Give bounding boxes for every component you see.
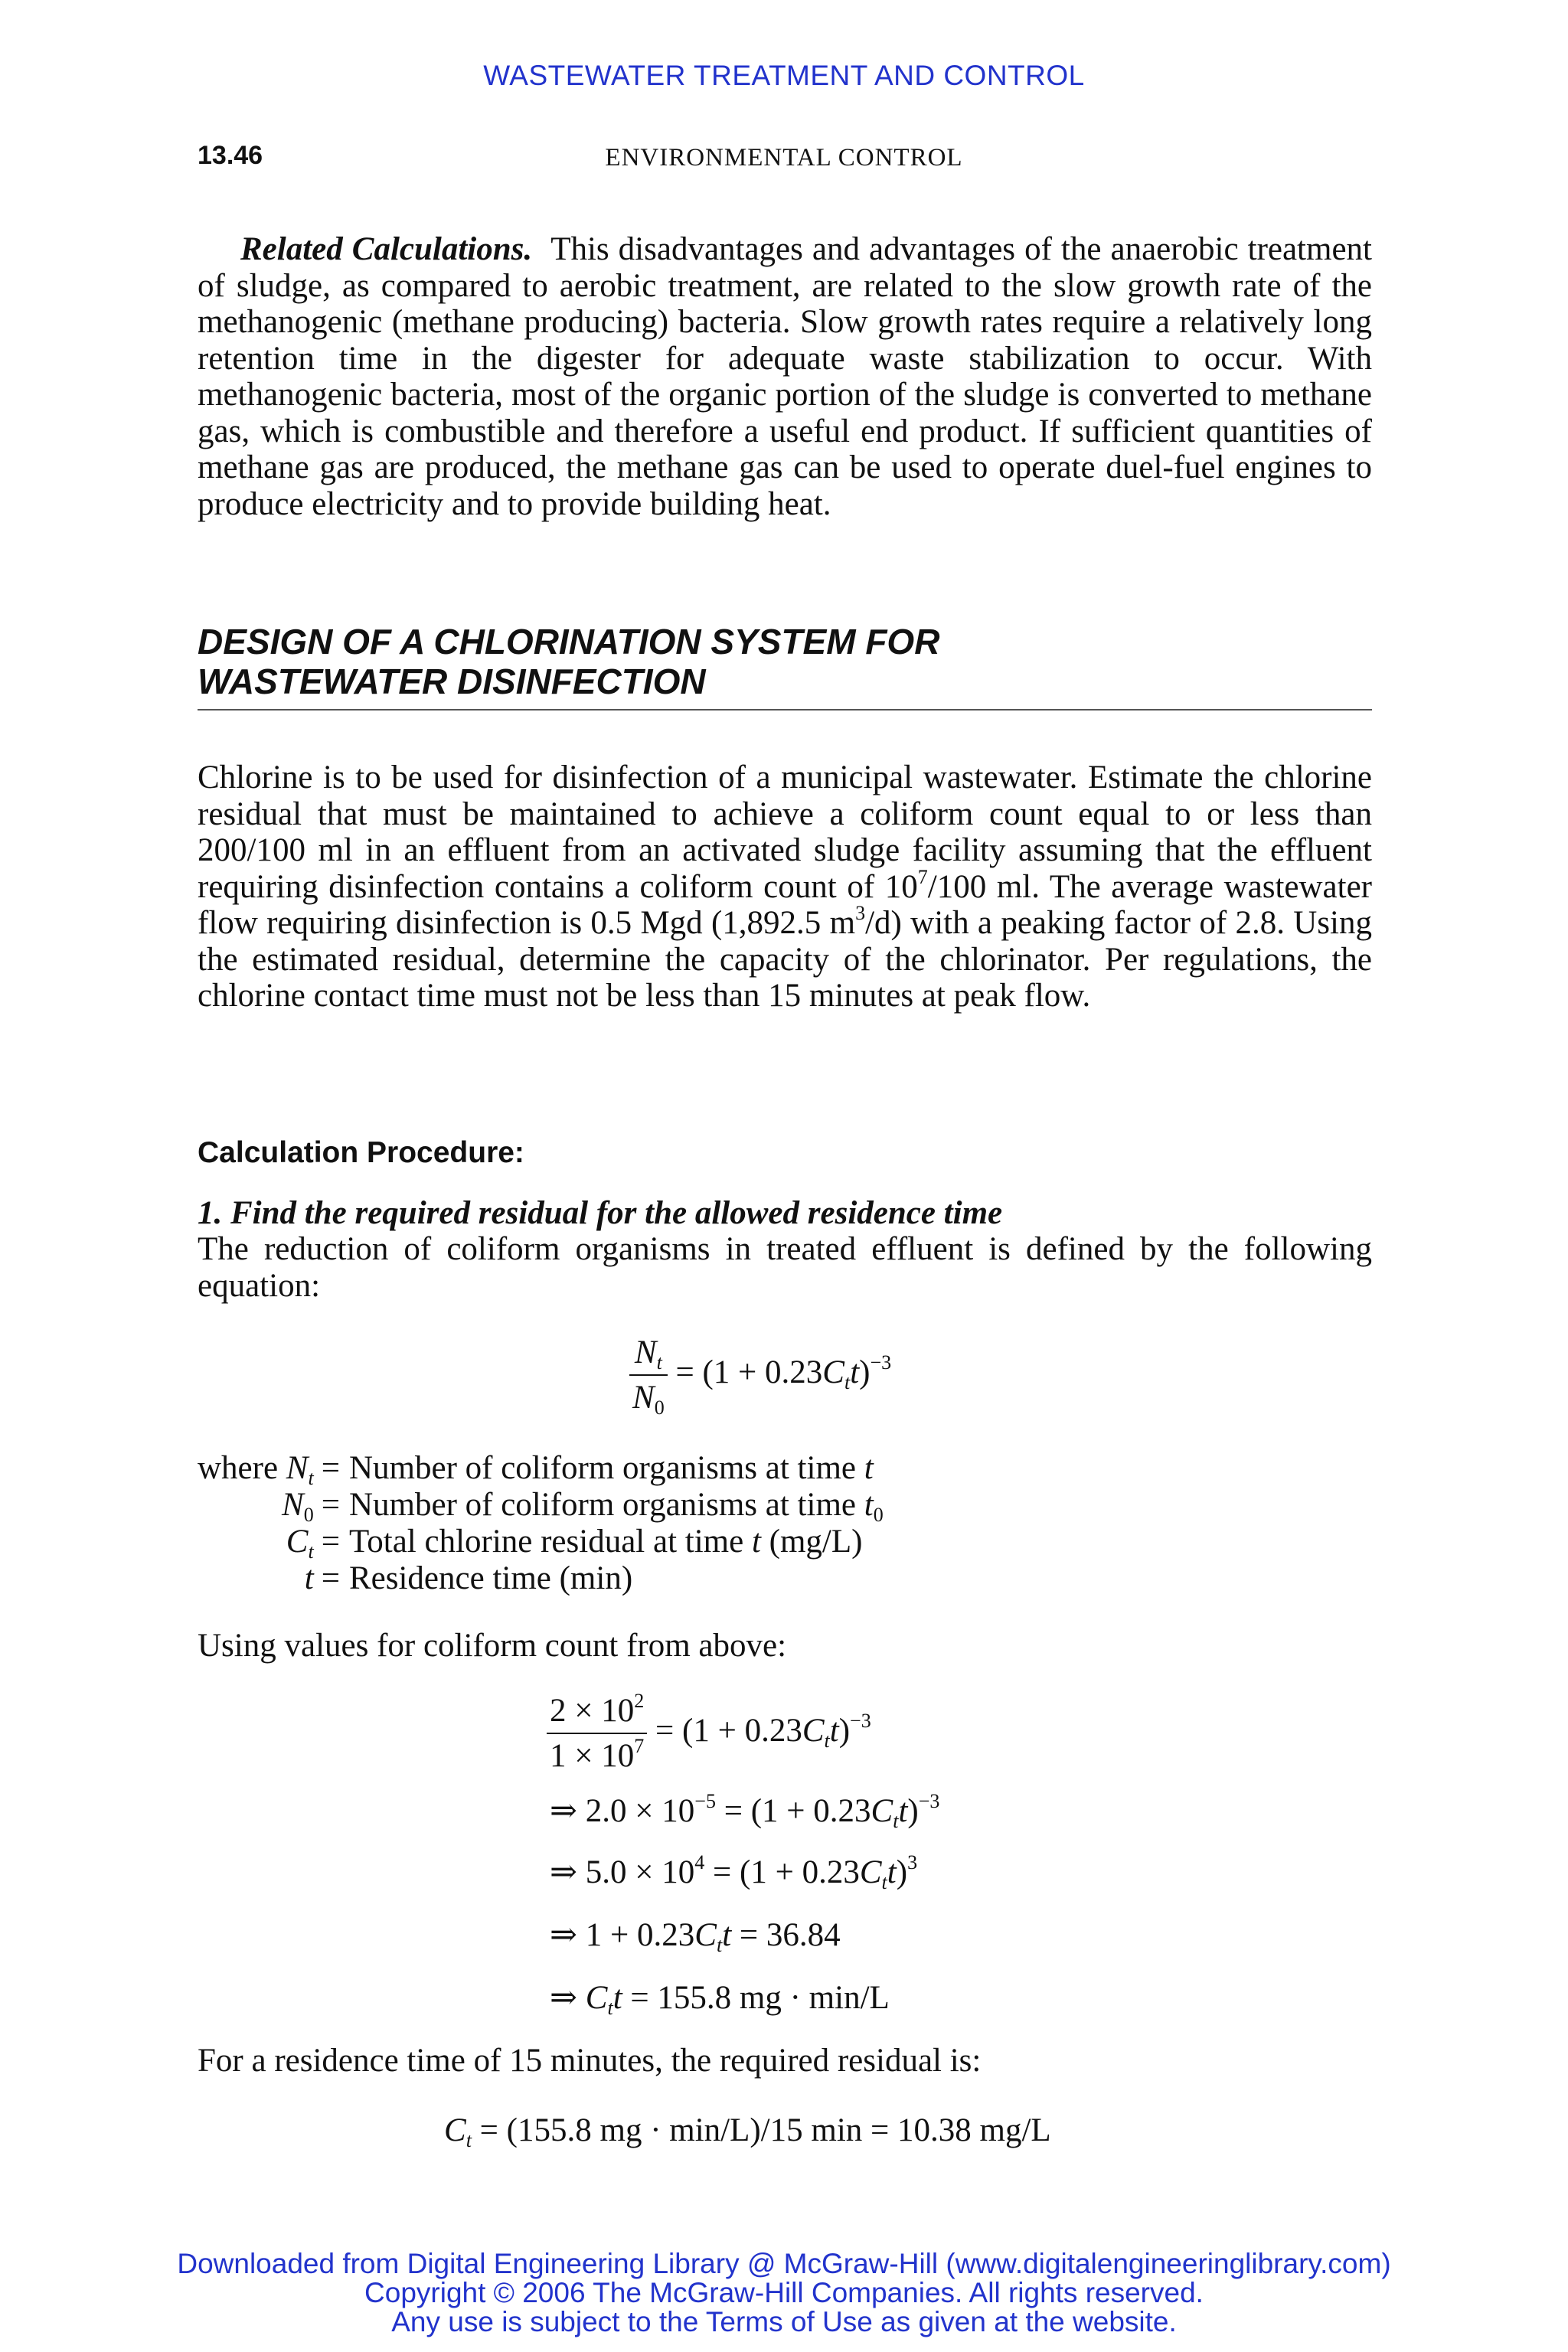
definition-var: t — [864, 1487, 874, 1523]
final-residual-text: = (155.8 mg · min/L)/15 min = 10.38 mg/L — [471, 2112, 1051, 2148]
problem-exponent-2: 3 — [855, 902, 866, 924]
derivation-line-2: ⇒ $5.0 \times 10^4 = (1 + 0.23C_tt)^3$ — [550, 1851, 918, 1893]
footer-copyright-line: Copyright © 2006 The McGraw-Hill Companies. All rights reserved. — [364, 2277, 1204, 2308]
problem-text-c: /d) with a peaking factor of 2.8. Using the estimated residual, determine the capacity of the chlorinator. Per regulations, the chlorine contact time must not be less than 15 minutes at peak flow. — [198, 905, 1372, 1014]
final-residual-equation: $C_t = (155.8$ mg · min/L)/15 min = 10.38 mg/L — [444, 2112, 1051, 2151]
variable-definitions — [198, 1450, 884, 1597]
derivation-2-text: ⇒ 5.0 × 10 — [550, 1854, 695, 1890]
calculation-procedure-label: Calculation Procedure: — [198, 1136, 524, 1169]
top-banner: WASTEWATER TREATMENT AND CONTROL — [483, 60, 1085, 91]
step-1-text: The reduction of coliform organisms in treated effluent is defined by the following equation: — [198, 1231, 1372, 1304]
derivation-2-exp: 4 — [694, 1851, 705, 1873]
derivation-line-1: ⇒ $2.0 \times 10^{-5} = (1 + 0.23C_tt)^{-3}$ — [550, 1790, 940, 1832]
related-calculations-label: Related Calculations. — [240, 231, 533, 267]
definition-text: Number of coliform organisms at time — [348, 1450, 864, 1486]
derivation-3-result: = 36.84 — [731, 1917, 841, 1953]
footer-terms-line: Any use is subject to the Terms of Use as given at the website. — [391, 2306, 1177, 2337]
coliform-ratio-equation: $\frac{2 \times 10^2}{1 \times 10^7}$ = $(1 + 0.23C_tt)^{-3}$ — [547, 1692, 871, 1775]
problem-statement — [198, 760, 1372, 1014]
definition-text: Residence time (min) — [348, 1560, 633, 1596]
definition-var-sub: 0 — [873, 1504, 884, 1526]
using-values-text: Using values for coliform count from above: — [198, 1628, 787, 1664]
definition-n0: $N_0$ = Number of coliform organisms at time $t_0$ — [282, 1487, 884, 1526]
section-heading-line2: WASTEWATER DISINFECTION — [198, 662, 706, 701]
problem-text-a: Chlorine is to be used for disinfection of a municipal wastewater. Estimate the chlorine residual that must be maintained to achieve a coliform count equal to or less than 200/100 ml in an effluent from an activated sludge facility assuming that the effluent requiring disinfection contains a coliform count of 10 — [198, 760, 1372, 905]
problem-text-b: /100 ml. The average wastewater flow requiring disinfection is 0.5 Mgd (1,892.5 m — [198, 868, 1372, 941]
definition-text: Total chlorine residual at time — [348, 1524, 752, 1560]
derivation-line-4: ⇒ $C_tt = 155.8$ mg · min/L — [550, 1980, 890, 2019]
step-1-title: 1. Find the required residual for the allowed residence time — [198, 1195, 1003, 1231]
derivation-1-text: ⇒ 2.0 × 10 — [550, 1793, 695, 1829]
definition-text: Number of coliform organisms at time — [348, 1487, 864, 1523]
derivation-3-text: ⇒ 1 + 0.23 — [550, 1917, 695, 1953]
coliform-reduction-equation: $\frac{N_t}{N_0}$ = $(1 + 0.23C_tt)^{-3}$ — [629, 1334, 891, 1416]
section-heading-line1: DESIGN OF A CHLORINATION SYSTEM FOR — [198, 622, 940, 662]
problem-exponent: 7 — [917, 865, 928, 888]
running-head: ENVIRONMENTAL CONTROL — [605, 144, 963, 172]
footer-download-line: Downloaded from Digital Engineering Library @ McGraw-Hill (www.digitalengineeringlibrary.com) — [177, 2248, 1391, 2279]
definition-t: t = Residence time (min) — [304, 1560, 633, 1596]
page-number: 13.46 — [198, 141, 263, 170]
derivation-1-exp: −5 — [694, 1790, 716, 1812]
definition-ct: $C_t$ = Total chlorine residual at time t (mg/L) — [286, 1524, 863, 1563]
where-word: where — [198, 1450, 279, 1486]
residence-time-text: For a residence time of 15 minutes, the required residual is: — [198, 2043, 982, 2079]
derivation-line-3: ⇒ $1 + 0.23C_tt = 36.84$ — [550, 1917, 841, 1956]
definition-nt: where $N_t$ = Number of coliform organisms at time t — [198, 1450, 874, 1489]
section-heading — [198, 622, 1372, 710]
definition-var: t — [751, 1524, 761, 1560]
related-calculations-text: This disadvantages and advantages of the anaerobic treatment of sludge, as compared to aerobic treatment, are related to the slow growth rate of the methanogenic (methane producing) bacteria. Slow growth rates require a relatively long retention time in the digester for adequate waste stabilization to occur. With methanogenic bacteria, most of the organic portion of the sludge is converted to methane gas, which is combustible and therefore a useful end product. If sufficient quantities of methane gas are produced, the methane gas can be used to operate duel-fuel engines to produce electricity and to provide building heat. — [198, 231, 1372, 522]
definition-tail: (mg/L) — [760, 1524, 863, 1560]
derivation-4-result: = 155.8 mg · min/L — [622, 1980, 890, 2016]
related-calculations-paragraph — [198, 231, 1372, 522]
definition-var: t — [864, 1450, 874, 1486]
